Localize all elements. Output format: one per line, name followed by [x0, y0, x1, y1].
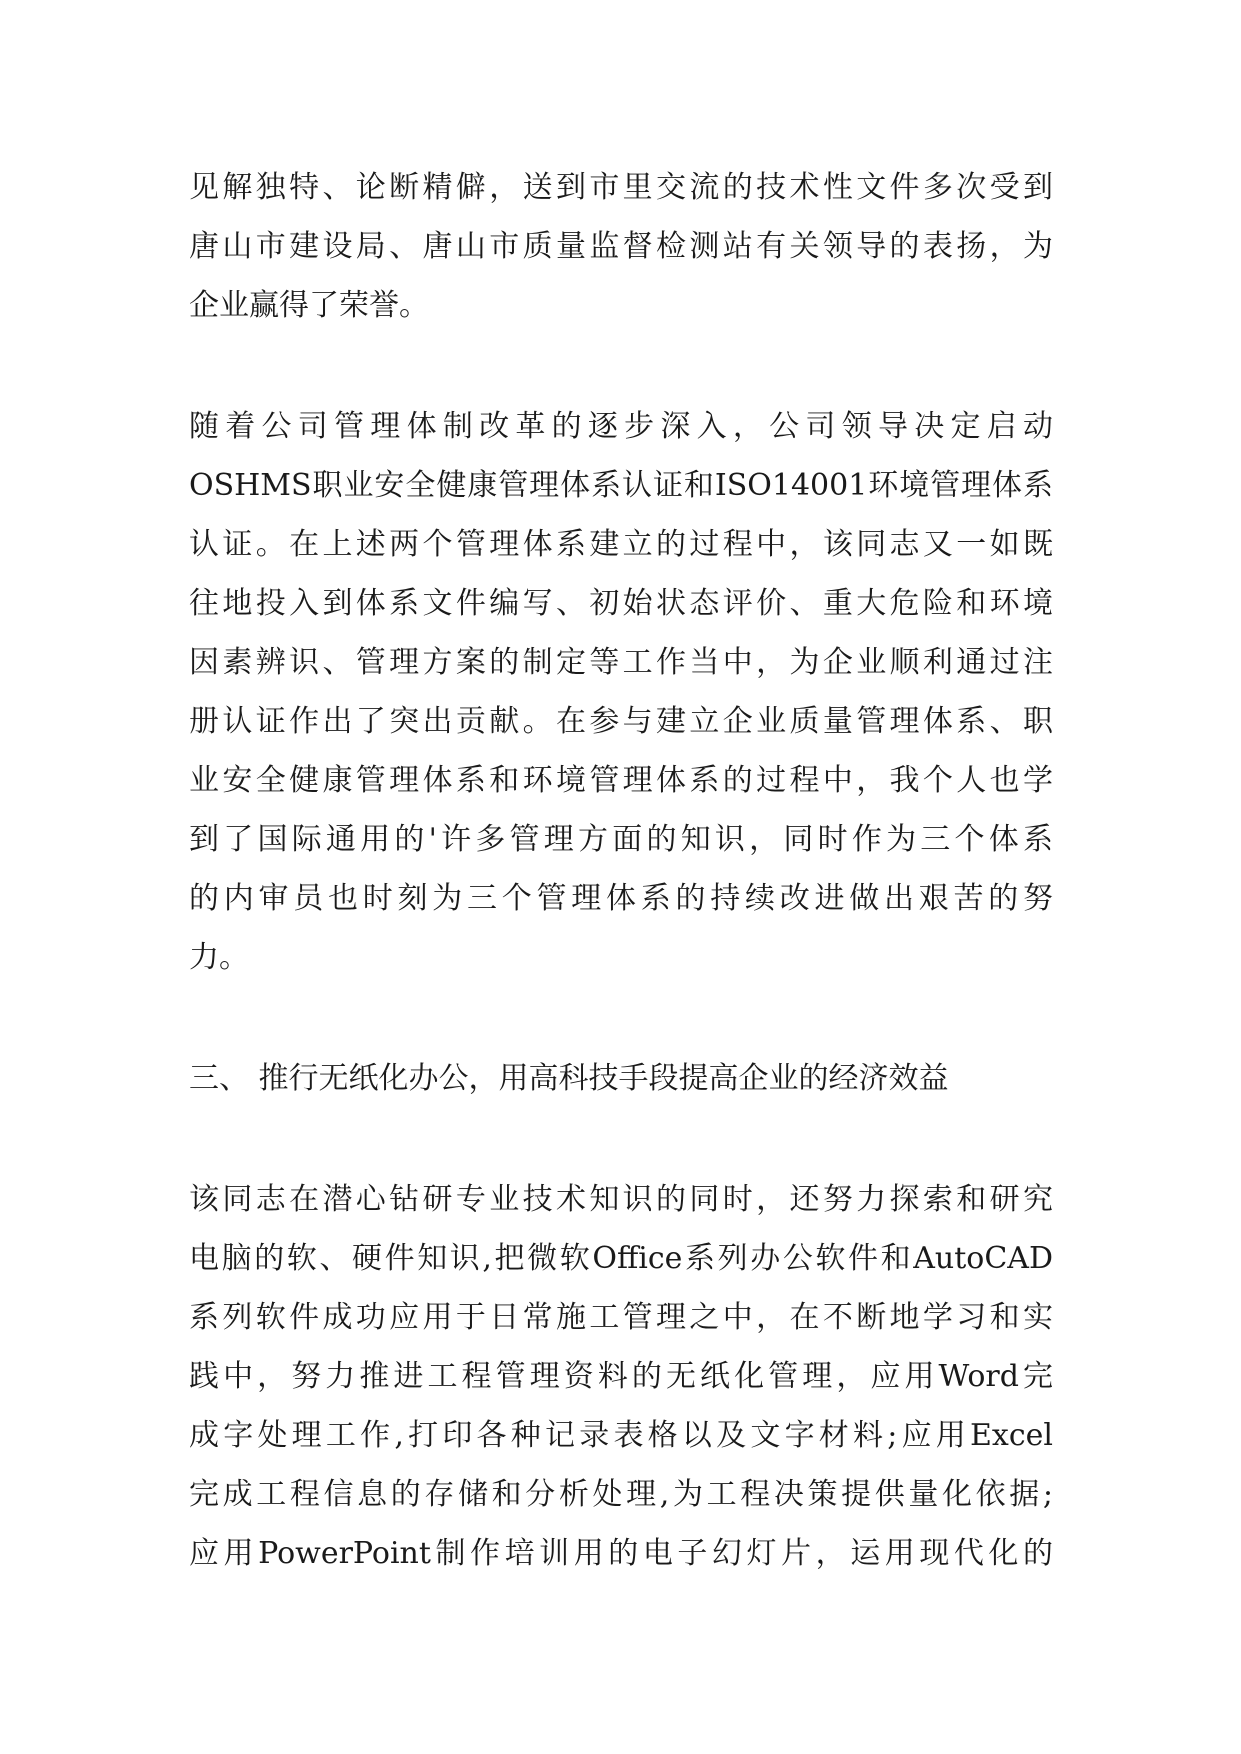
paragraph-line: 系列软件成功应用于日常施工管理之中，在不断地学习和实 — [189, 1300, 1053, 1335]
document-body — [189, 158, 1053, 1583]
paragraph-line: 企业赢得了荣誉。 — [189, 288, 429, 323]
paragraph-line: 随着公司管理体制改革的逐步深入，公司领导决定启动 — [189, 409, 1053, 444]
paragraph-line: OSHMS职业安全健康管理体系认证和ISO14001环境管理体系 — [189, 468, 1053, 503]
paragraph-line: 因素辨识、管理方案的制定等工作当中，为企业顺利通过注 — [189, 645, 1053, 680]
paragraph-3 — [189, 1170, 1053, 1583]
paragraph-line: 的内审员也时刻为三个管理体系的持续改进做出艰苦的努 — [189, 881, 1053, 916]
paragraph-line: 业安全健康管理体系和环境管理体系的过程中，我个人也学 — [189, 763, 1053, 798]
section-heading — [189, 1049, 1053, 1108]
paragraph-gap — [189, 335, 1053, 397]
paragraph-line: 唐山市建设局、唐山市质量监督检测站有关领导的表扬，为 — [189, 229, 1053, 264]
paragraph-line: 践中，努力推进工程管理资料的无纸化管理，应用Word完 — [189, 1359, 1053, 1394]
paragraph-line: 电脑的软、硬件知识,把微软Office系列办公软件和AutoCAD — [189, 1241, 1053, 1276]
paragraph-1 — [189, 158, 1053, 335]
paragraph-line: 见解独特、论断精僻，送到市里交流的技术性文件多次受到 — [189, 170, 1053, 205]
paragraph-line: 应用PowerPoint制作培训用的电子幻灯片，运用现代化的 — [189, 1536, 1053, 1571]
paragraph-line: 册认证作出了突出贡献。在参与建立企业质量管理体系、职 — [189, 704, 1053, 739]
paragraph-line: 力。 — [189, 940, 249, 975]
paragraph-2 — [189, 397, 1053, 987]
paragraph-line: 往地投入到体系文件编写、初始状态评价、重大危险和环境 — [189, 586, 1053, 621]
paragraph-line: 完成工程信息的存储和分析处理,为工程决策提供量化依据; — [189, 1477, 1053, 1512]
paragraph-gap — [189, 1108, 1053, 1170]
paragraph-line: 成字处理工作,打印各种记录表格以及文字材料;应用Excel — [189, 1418, 1053, 1453]
paragraph-line: 该同志在潜心钻研专业技术知识的同时，还努力探索和研究 — [189, 1182, 1053, 1217]
paragraph-gap — [189, 987, 1053, 1049]
section-heading-text: 三、 推行无纸化办公，用高科技手段提高企业的经济效益 — [189, 1061, 949, 1096]
paragraph-line: 到了国际通用的'许多管理方面的知识，同时作为三个体系 — [189, 822, 1053, 857]
paragraph-line: 认证。在上述两个管理体系建立的过程中，该同志又一如既 — [189, 527, 1053, 562]
